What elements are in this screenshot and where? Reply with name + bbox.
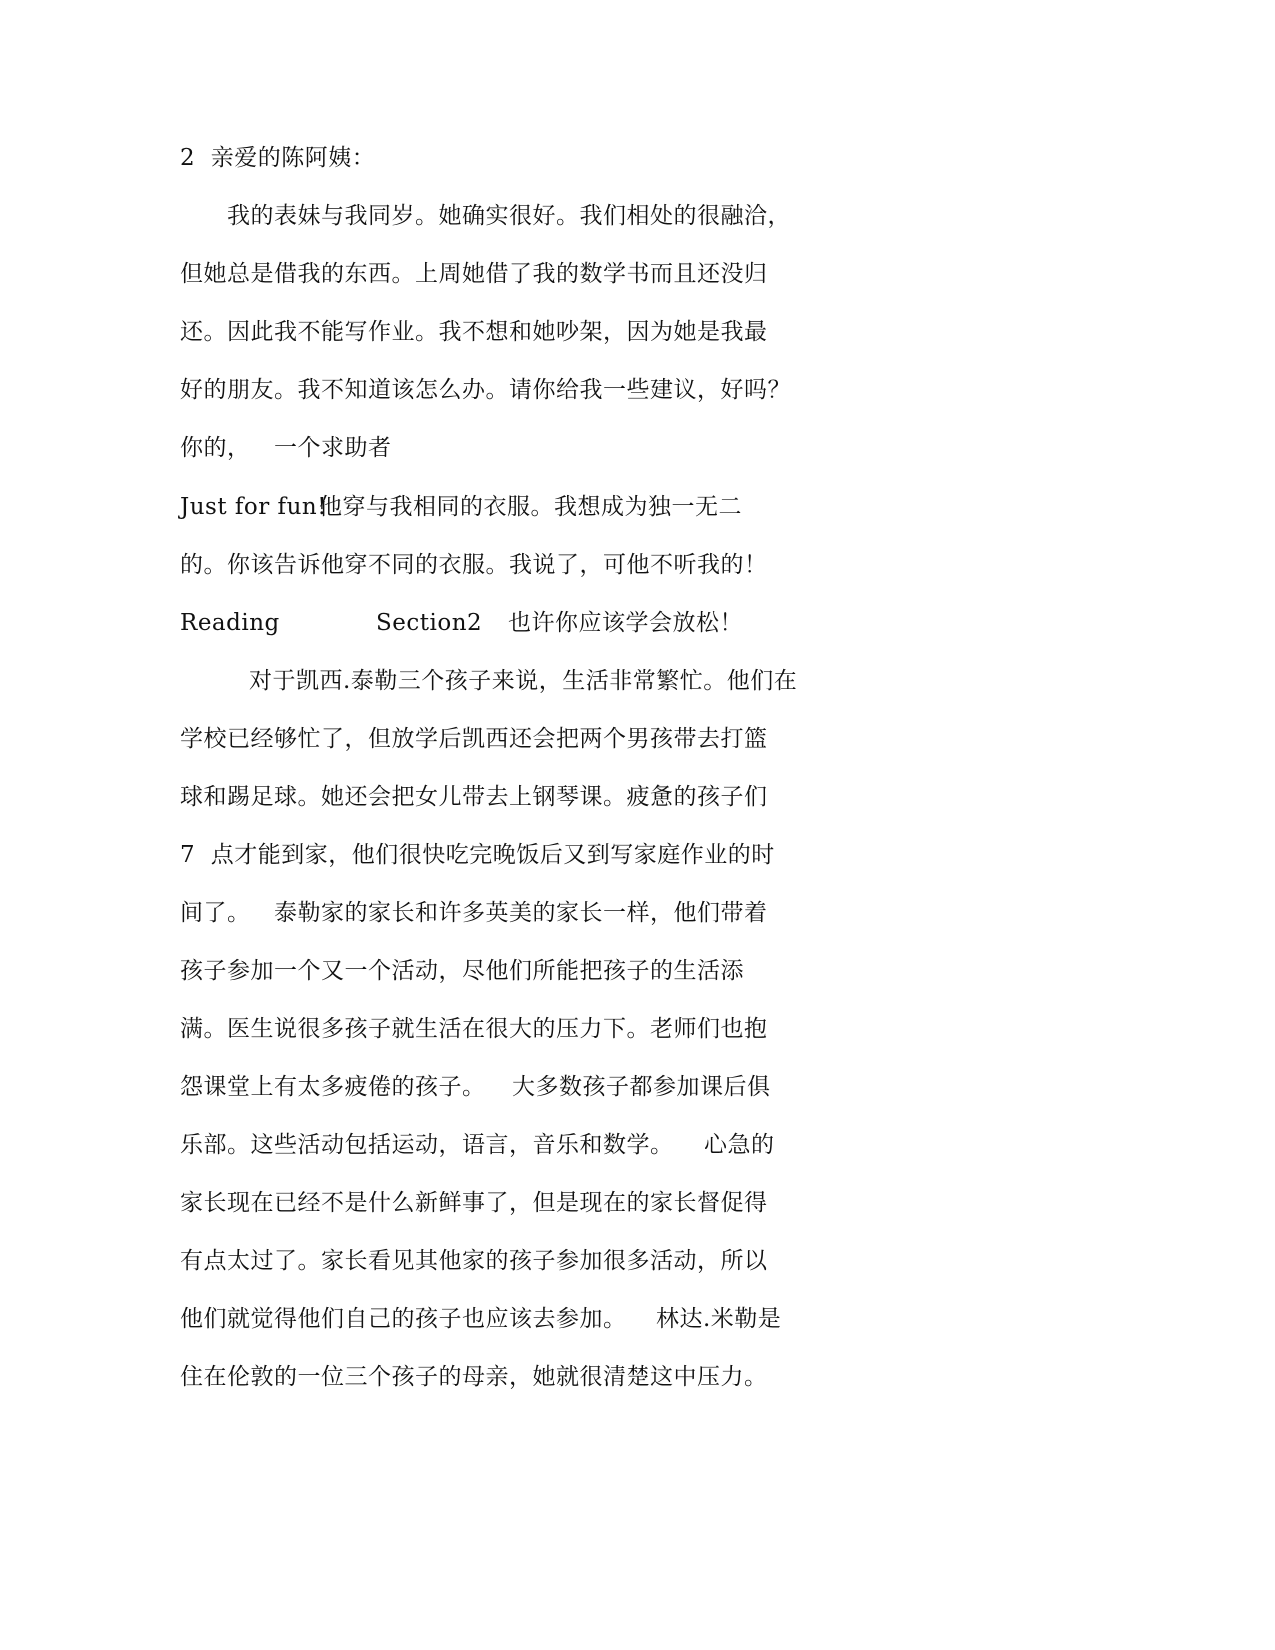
paragraph-text: 大多数孩子都参加课后俱 [512,1074,771,1100]
paragraph-line: 球和踢足球。她还会把女儿带去上钢琴课。疲惫的孩子们 [180,784,768,810]
paragraph-text: 乐部。这些活动包括运动，语言，音乐和数学。 [180,1132,674,1158]
paragraph-line: 对于凯西.泰勒三个孩子来说，生活非常繁忙。他们在 [249,668,798,694]
paragraph-text: 林达.米勒是 [656,1306,782,1332]
paragraph-line: 7 点才能到家，他们很快吃完晚饭后又到写家庭作业的时 [180,842,775,868]
paragraph-line: 但她总是借我的东西。上周她借了我的数学书而且还没归 [180,261,768,287]
paragraph-text: 间了。 [180,900,251,926]
reading-label: Reading [180,610,280,636]
paragraph-text: 他们就觉得他们自己的孩子也应该去参加。 [180,1306,627,1332]
paragraph-line: 还。因此我不能写作业。我不想和她吵架，因为她是我最 [180,319,768,345]
paragraph-text: 他穿与我相同的衣服。我想成为独一无二 [319,494,742,520]
paragraph-text: 怨课堂上有太多疲倦的孩子。 [180,1074,486,1100]
just-for-fun-heading: Just for fun! [180,494,327,520]
paragraph-line: 的。你该告诉他穿不同的衣服。我说了，可他不听我的！ [180,552,768,578]
closing-yours: 你的， [180,435,251,461]
paragraph-line: 有点太过了。家长看见其他家的孩子参加很多活动，所以 [180,1248,768,1274]
paragraph-text: 泰勒家的家长和许多英美的家长一样，他们带着 [274,900,768,926]
paragraph-line: 孩子参加一个又一个活动，尽他们所能把孩子的生活添 [180,958,744,984]
paragraph-line: 家长现在已经不是什么新鲜事了，但是现在的家长督促得 [180,1190,768,1216]
paragraph-line: 学校已经够忙了，但放学后凯西还会把两个男孩带去打篮 [180,726,768,752]
section-label: Section2 [376,610,483,636]
paragraph-line: 我的表妹与我同岁。她确实很好。我们相处的很融洽， [227,203,791,229]
letter-salutation: 2 亲爱的陈阿姨： [180,145,376,171]
paragraph-line: 满。医生说很多孩子就生活在很大的压力下。老师们也抱 [180,1016,768,1042]
closing-signature: 一个求助者 [274,435,392,461]
paragraph-line: 好的朋友。我不知道该怎么办。请你给我一些建议，好吗？ [180,377,791,403]
paragraph-text: 心急的 [704,1132,775,1158]
paragraph-line: 住在伦敦的一位三个孩子的母亲，她就很清楚这中压力。 [180,1364,768,1390]
reading-title: 也许你应该学会放松！ [508,610,743,636]
